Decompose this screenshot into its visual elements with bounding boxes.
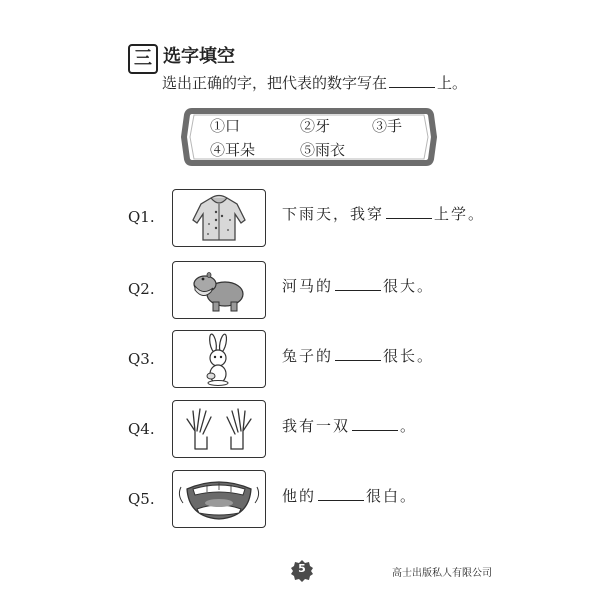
question-1-answer-blank[interactable] xyxy=(386,204,432,219)
question-5-picture xyxy=(172,470,266,528)
question-3-label: Q3. xyxy=(128,350,155,368)
question-1-text-start: 下雨天，我穿 xyxy=(282,205,385,223)
question-5-text-end: 很白。 xyxy=(366,487,418,505)
raincoat-icon xyxy=(173,190,265,246)
option-2: ②牙 xyxy=(300,117,331,135)
question-3-sentence xyxy=(282,344,482,368)
question-3-answer-blank[interactable] xyxy=(335,346,381,361)
question-2-sentence xyxy=(282,274,482,298)
teeth-icon xyxy=(173,471,265,527)
page-number: 5 xyxy=(298,562,306,575)
section-number: 三 xyxy=(128,44,158,74)
instruction-blank xyxy=(389,73,435,88)
question-4-text-start: 我有一双 xyxy=(282,417,351,435)
instruction-text-start: 选出正确的字，把代表的数字写在 xyxy=(162,74,388,92)
question-5-text-start: 他的 xyxy=(282,487,317,505)
question-4-answer-blank[interactable] xyxy=(352,416,398,431)
question-2-text-start: 河马的 xyxy=(282,277,334,295)
question-4-picture xyxy=(172,400,266,458)
question-5-answer-blank[interactable] xyxy=(318,486,364,501)
hippo-icon xyxy=(173,262,265,318)
question-2-picture xyxy=(172,261,266,319)
question-1-picture xyxy=(172,189,266,247)
question-3-text-start: 兔子的 xyxy=(282,347,334,365)
instruction-text-end: 上。 xyxy=(437,74,468,92)
question-3-picture xyxy=(172,330,266,388)
question-1-sentence xyxy=(282,202,492,226)
hands-icon xyxy=(173,401,265,457)
question-2-label: Q2. xyxy=(128,280,155,298)
question-2-answer-blank[interactable] xyxy=(335,276,381,291)
question-4-label: Q4. xyxy=(128,420,155,438)
word-bank-box xyxy=(180,107,438,167)
option-3: ③手 xyxy=(372,117,403,135)
option-5: ⑤雨衣 xyxy=(300,141,346,159)
instruction xyxy=(162,72,467,94)
rabbit-icon xyxy=(173,331,265,387)
section-title: 选字填空 xyxy=(163,46,235,67)
publisher-name: 高士出版私人有限公司 xyxy=(392,568,492,579)
option-4: ④耳朵 xyxy=(210,141,256,159)
question-4-sentence xyxy=(282,414,482,438)
question-5-label: Q5. xyxy=(128,490,155,508)
option-1: ①口 xyxy=(210,117,241,135)
question-1-label: Q1. xyxy=(128,208,155,226)
question-4-text-end: 。 xyxy=(400,417,418,435)
question-1-text-end: 上学。 xyxy=(434,205,486,223)
question-5-sentence xyxy=(282,484,482,508)
question-2-text-end: 很大。 xyxy=(383,277,435,295)
question-3-text-end: 很长。 xyxy=(383,347,435,365)
